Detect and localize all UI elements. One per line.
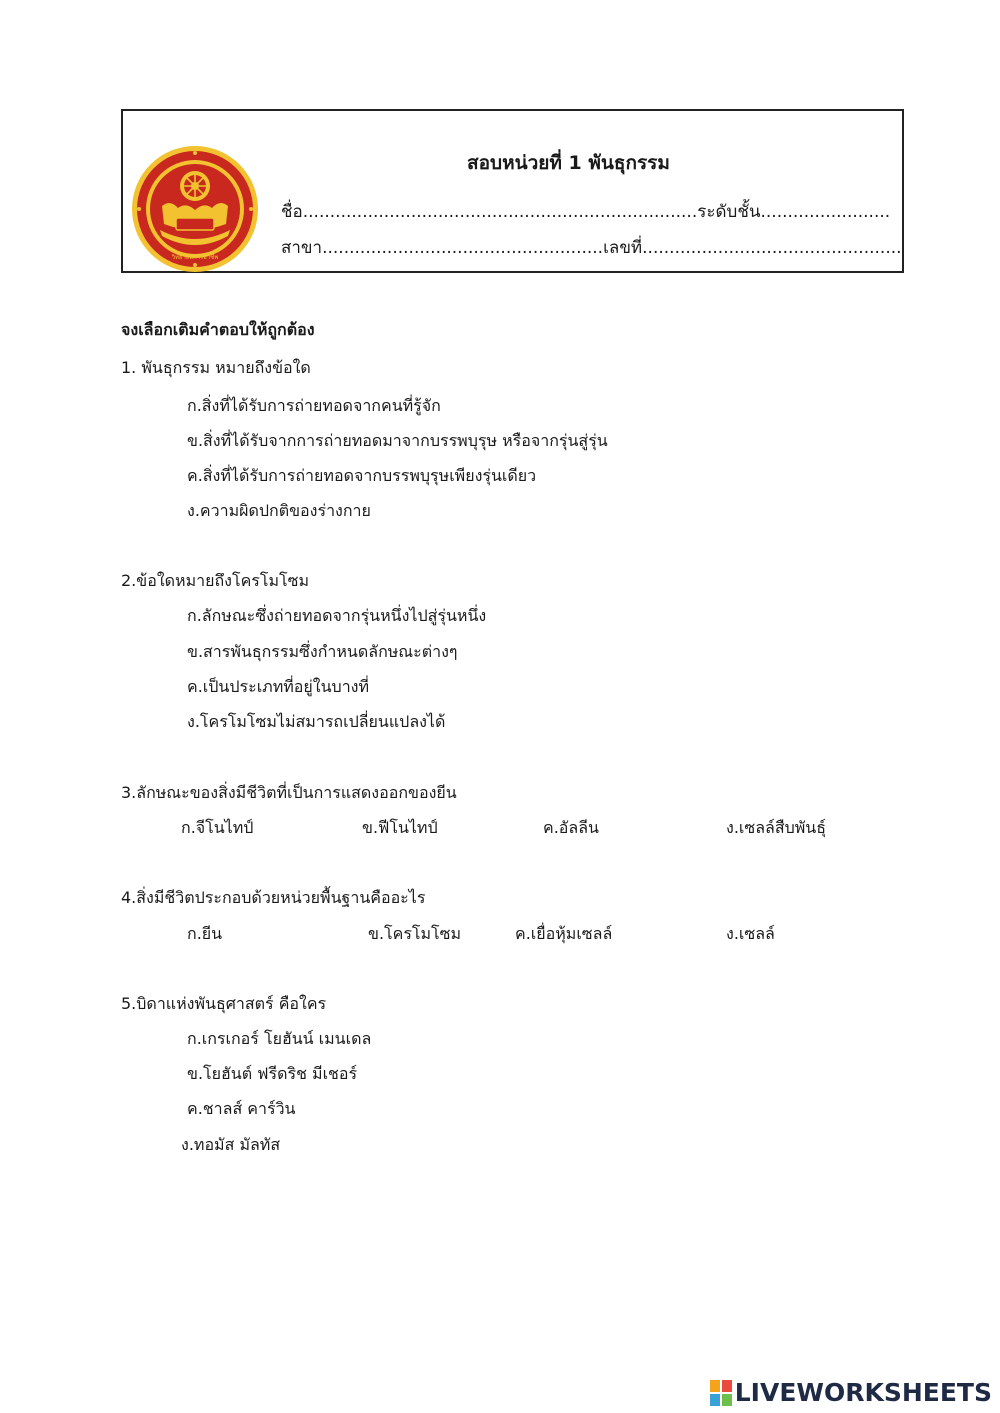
liveworksheets-logo[interactable] <box>710 1378 992 1407</box>
q1-option-d: ง.ความผิดปกติของร่างกาย <box>187 501 371 520</box>
q5-option-c: ค.ชาลส์ คาร์วิน <box>187 1099 296 1118</box>
q2-option-a: ก.ลักษณะซึ่งถ่ายทอดจากรุ่นหนึ่งไปสู่รุ่นหนึ่ง <box>187 606 487 625</box>
q1-option-b: ข.สิ่งที่ได้รับจากการถ่ายทอดมาจากบรรพบุรุษ หรือจากรุ่นสู่รุ่น <box>187 431 608 450</box>
question-2: 2.ข้อใดหมายถึงโครโมโซม <box>121 571 309 590</box>
q4-option-c: ค.เยื่อหุ้มเซลล์ <box>515 924 613 943</box>
q4-option-b: ข.โครโมโซม <box>368 924 462 943</box>
branch-number-field: สาขา....................................................เลขที่................................................ <box>281 238 902 258</box>
liveworksheets-wordmark: LIVEWORKSHEETS <box>734 1378 992 1407</box>
school-seal-icon <box>130 144 260 274</box>
liveworksheets-badge-icon <box>710 1380 732 1406</box>
q2-option-c: ค.เป็นประเภทที่อยู่ในบางที่ <box>187 677 370 696</box>
instruction-heading: จงเลือกเติมคำตอบให้ถูกต้อง <box>121 320 315 339</box>
q3-option-b: ข.ฟีโนไทป์ <box>362 818 438 837</box>
q2-option-b: ข.สารพันธุกรรมซึ่งกำหนดลักษณะต่างๆ <box>187 642 458 661</box>
question-5: 5.บิดาแห่งพันธุศาสตร์ คือใคร <box>121 994 327 1013</box>
q3-option-d: ง.เซลล์สืบพันธุ์ <box>726 818 827 837</box>
q4-option-a: ก.ยีน <box>187 924 223 943</box>
q1-option-a: ก.สิ่งที่ได้รับการถ่ายทอดจากคนที่รู้จัก <box>187 396 441 415</box>
name-grade-field: ชื่อ.........................................................................ระดับชั้น........................ <box>281 202 891 222</box>
question-3: 3.ลักษณะของสิ่งมีชีวิตที่เป็นการแสดงออกของยีน <box>121 783 457 802</box>
q5-option-b: ข.โยฮันต์ ฟรีดริช มีเชอร์ <box>187 1064 358 1083</box>
q2-option-d: ง.โครโมโซมไม่สมารถเปลี่ยนแปลงได้ <box>187 712 446 731</box>
q3-option-a: ก.จีโนไทป์ <box>181 818 254 837</box>
q1-option-c: ค.สิ่งที่ได้รับการถ่ายทอดจากบรรพบุรุษเพียงรุ่นเดียว <box>187 466 537 485</box>
q3-option-c: ค.อัลลีน <box>543 818 599 837</box>
q4-option-d: ง.เซลล์ <box>726 924 775 943</box>
page-title: สอบหน่วยที่ 1 พันธุกรรม <box>467 152 670 174</box>
question-4: 4.สิ่งมีชีวิตประกอบด้วยหน่วยพื้นฐานคืออะไร <box>121 888 426 907</box>
q5-option-a: ก.เกรเกอร์ โยฮันน์ เมนเดล <box>187 1029 372 1048</box>
q5-option-d: ง.ทอมัส มัลทัส <box>181 1135 281 1154</box>
question-1: 1. พันธุกรรม หมายถึงข้อใด <box>121 358 311 377</box>
seal-text: วิทยาลัยการอาชีพ <box>171 254 219 261</box>
